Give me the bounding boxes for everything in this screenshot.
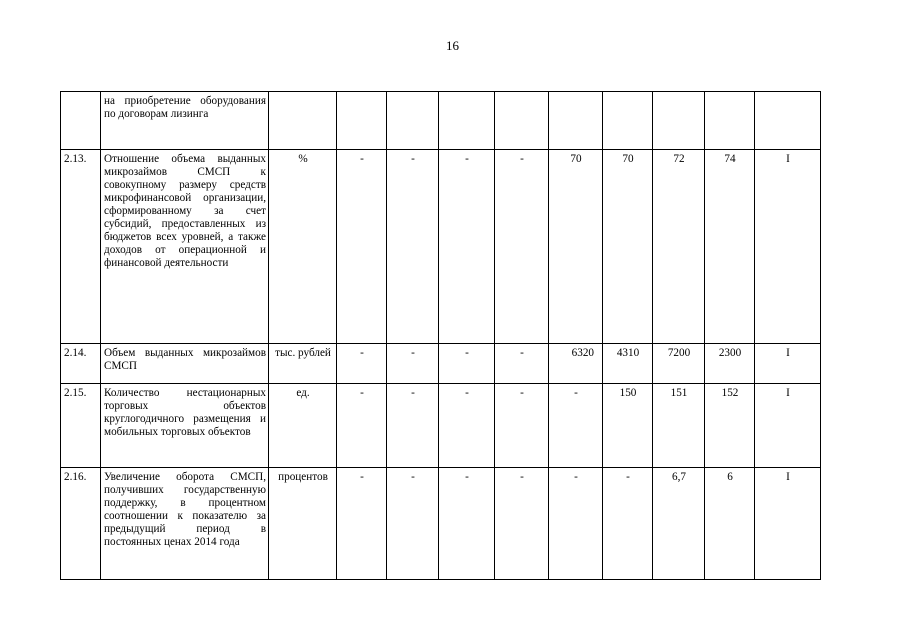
value-cell	[387, 92, 439, 150]
source-cell: I	[755, 150, 821, 344]
page-number: 16	[446, 38, 459, 53]
unit: ед.	[269, 384, 337, 468]
value-cell: -	[495, 150, 549, 344]
value-cell: -	[337, 150, 387, 344]
value-cell	[549, 92, 603, 150]
table-row	[61, 384, 821, 468]
source-cell: I	[755, 344, 821, 384]
value-cell: -	[439, 384, 495, 468]
unit: тыс. рублей	[269, 344, 337, 384]
value-cell: -	[549, 384, 603, 468]
value-cell: -	[603, 468, 653, 580]
value-cell: -	[439, 344, 495, 384]
value-cell: -	[495, 344, 549, 384]
value-cell: 72	[653, 150, 705, 344]
value-cell	[603, 92, 653, 150]
value-cell: -	[495, 468, 549, 580]
value-cell: 6,7	[653, 468, 705, 580]
table-row	[61, 150, 821, 344]
value-cell: 70	[603, 150, 653, 344]
row-number: 2.14.	[61, 344, 101, 384]
source-cell: I	[755, 468, 821, 580]
value-cell: -	[337, 384, 387, 468]
indicators-table	[60, 91, 821, 580]
row-number: 2.16.	[61, 468, 101, 580]
value-cell: -	[387, 468, 439, 580]
indicator-name: Отношение объема выданных микрозаймов СМСП к совокупному размеру средств микрофинансовой организации, сформированному за счет субсидий, предоставленных из бюджетов всех уровней, а также доходов от операционной и финансовой деятельности	[101, 150, 269, 344]
value-cell: -	[495, 384, 549, 468]
source-cell: I	[755, 384, 821, 468]
row-number: 2.15.	[61, 384, 101, 468]
row-number	[61, 92, 101, 150]
value-cell: -	[387, 344, 439, 384]
value-cell: 70	[549, 150, 603, 344]
value-cell: -	[387, 150, 439, 344]
table-row	[61, 468, 821, 580]
unit: процентов	[269, 468, 337, 580]
value-cell: -	[387, 384, 439, 468]
value-cell	[653, 92, 705, 150]
value-cell	[439, 92, 495, 150]
value-cell: 7200	[653, 344, 705, 384]
value-cell: 6320	[549, 344, 603, 384]
value-cell: 74	[705, 150, 755, 344]
indicator-name: Количество нестационарных торговых объектов круглогодичного размещения и мобильных торговых объектов	[101, 384, 269, 468]
unit	[269, 92, 337, 150]
source-cell	[755, 92, 821, 150]
indicator-name: Объем выданных микрозаймов СМСП	[101, 344, 269, 384]
value-cell: -	[439, 150, 495, 344]
table-row	[61, 92, 821, 150]
value-cell: -	[439, 468, 495, 580]
value-cell: -	[337, 344, 387, 384]
value-cell: 151	[653, 384, 705, 468]
value-cell: 4310	[603, 344, 653, 384]
table-row	[61, 344, 821, 384]
indicator-name: Увеличение оборота СМСП, получивших государственную поддержку, в процентном соотношении к показателю за предыдущий период в постоянных ценах 2014 года	[101, 468, 269, 580]
value-cell	[495, 92, 549, 150]
value-cell: 152	[705, 384, 755, 468]
unit: %	[269, 150, 337, 344]
value-cell: -	[337, 468, 387, 580]
value-cell	[337, 92, 387, 150]
row-number: 2.13.	[61, 150, 101, 344]
value-cell: 6	[705, 468, 755, 580]
indicator-name: на приобретение оборудования по договорам лизинга	[101, 92, 269, 150]
value-cell	[705, 92, 755, 150]
value-cell: 2300	[705, 344, 755, 384]
value-cell: -	[549, 468, 603, 580]
value-cell: 150	[603, 384, 653, 468]
